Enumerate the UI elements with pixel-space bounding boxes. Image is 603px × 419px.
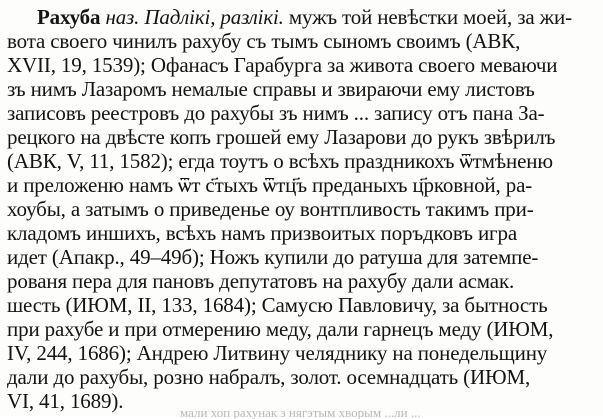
entry-first-line-text: мужъ той невѣстки моей, за жи- bbox=[283, 5, 572, 29]
entry-headword: Рахуба bbox=[37, 5, 101, 29]
entry-line: (АВК, V, 11, 1582); егда тоутъ о всѣхъ праздникохъ ѿтмѣненю bbox=[7, 149, 553, 173]
bleed-through-text: мали хоп рахунак з нягэтым хворым ...ли ... bbox=[180, 405, 421, 419]
entry-line: рецкого на двѣсте копъ грошей ему Лазарови до рукъ звѣрилъ bbox=[7, 125, 556, 149]
entry-line: хоубы, а затымъ о приведенье оу вонтпливость такимъ при- bbox=[7, 197, 534, 221]
entry-line: кладомъ иншихъ, всѣхъ намъ призвоитых поръдковъ игра bbox=[7, 221, 518, 245]
entry-first-line bbox=[37, 5, 592, 29]
entry-line: вота своего чинилъ рахубу съ тымъ сыномъ своимъ (АВК, bbox=[7, 29, 521, 53]
entry-line: шесть (ИЮМ, II, 133, 1684); Самусю Павловичу, за бытность bbox=[7, 293, 548, 317]
entry-line: идет (Апакр., 49–49б); Ножъ купили до ратуша для затемпе- bbox=[7, 245, 539, 269]
entry-line: рованя пера для пановъ депутатовъ на рахубу дали асмак. bbox=[7, 269, 515, 293]
entry-line: дали до рахубы, розно набралъ, золот. осемнадцать (ИЮМ, bbox=[7, 365, 531, 389]
entry-line: записовъ реестровъ до рахубы зъ нимъ ... запису отъ пана За- bbox=[7, 101, 545, 125]
entry-line: и преложеню намъ ѿт с҃тыхъ ѿтц҃ъ преданыхъ ц҃рковной, ра- bbox=[7, 173, 533, 197]
entry-line: при рахубе и при отмерению меду, дали гарнецъ меду (ИЮМ, bbox=[7, 317, 554, 341]
entry-line: VI, 41, 1689). bbox=[7, 389, 124, 413]
entry-line: IV, 244, 1686); Андрею Литвину челяднику на понедельщину bbox=[7, 341, 548, 365]
entry-line: XVII, 19, 1539); Офанасъ Гарабурга за живота своего меваючи bbox=[7, 53, 558, 77]
entry-gloss: наз. Падлікі, разлікі. bbox=[105, 5, 284, 29]
entry-line: зъ нимъ Лазаромъ немалые справы и звираючи ему листовъ bbox=[7, 77, 535, 101]
